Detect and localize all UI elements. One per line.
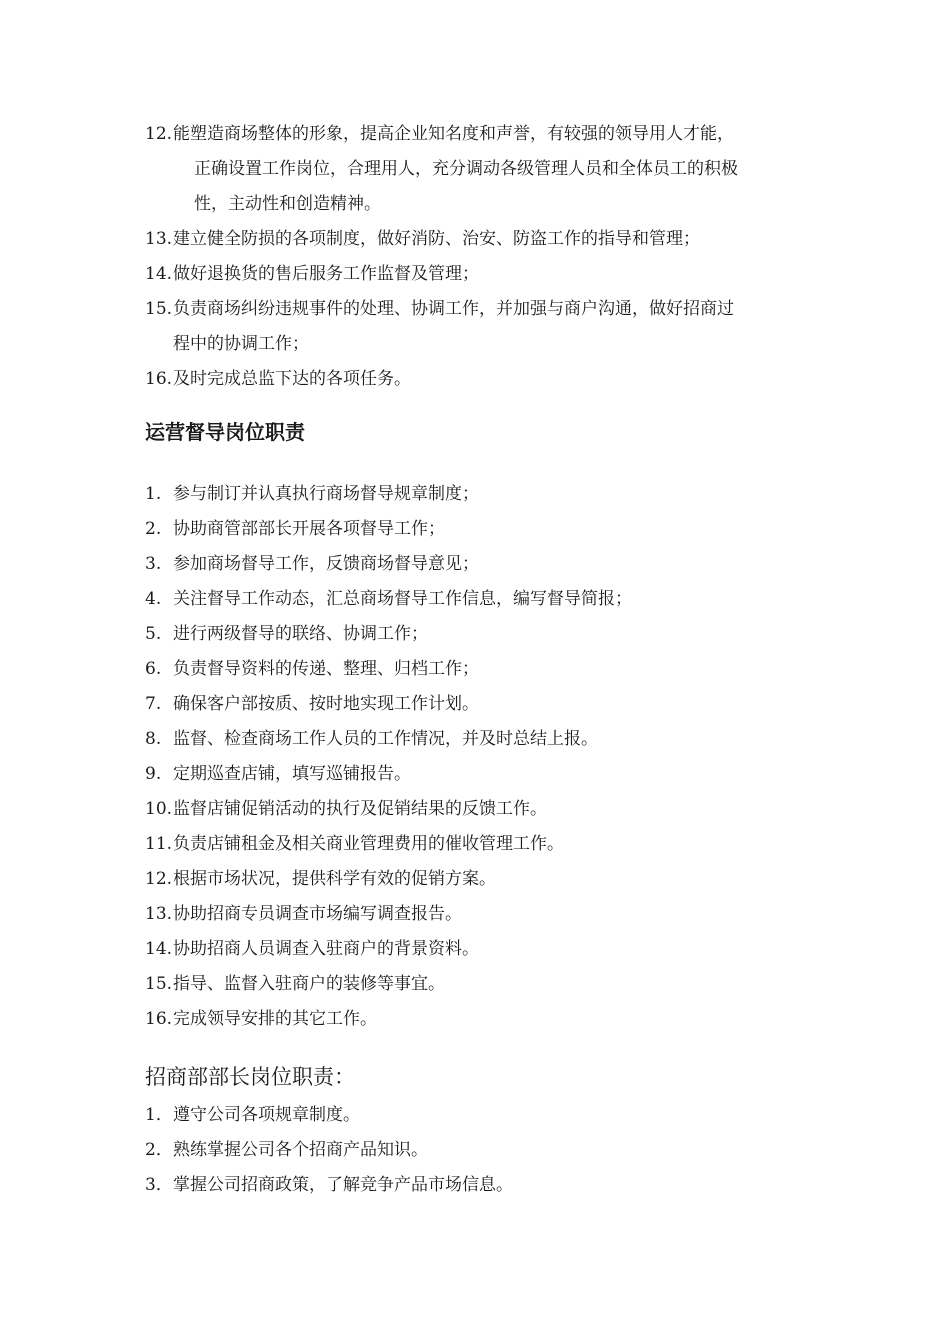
list-item — [145, 1002, 825, 1037]
item-number: 15. — [145, 974, 173, 994]
item-text: 定期巡查店铺，填写巡铺报告。 — [173, 764, 411, 784]
item-number: 3． — [145, 1175, 173, 1195]
item-text: 参与制订并认真执行商场督导规章制度； — [173, 484, 479, 504]
item-text-continued: 性，主动性和创造精神。 — [194, 194, 381, 214]
list-item — [145, 1168, 825, 1203]
item-text: 协助招商专员调查市场编写调查报告。 — [173, 904, 462, 924]
item-text: 熟练掌握公司各个招商产品知识。 — [173, 1140, 428, 1160]
list-item — [145, 792, 825, 827]
list-item — [145, 932, 825, 967]
item-number: 13. — [145, 904, 173, 924]
item-number: 12. — [145, 124, 173, 144]
item-number: 5. — [145, 624, 162, 644]
item-text: 进行两级督导的联络、协调工作； — [173, 624, 428, 644]
item-text: 监督店铺促销活动的执行及促销结果的反馈工作。 — [173, 799, 547, 819]
item-number: 13. — [145, 229, 173, 249]
list-item — [145, 967, 825, 1002]
item-number: 3. — [145, 554, 162, 574]
item-text: 关注督导工作动态，汇总商场督导工作信息，编写督导简报； — [173, 589, 632, 609]
item-text: 监督、检查商场工作人员的工作情况，并及时总结上报。 — [173, 729, 598, 749]
item-number: 4. — [145, 589, 162, 609]
item-text: 遵守公司各项规章制度。 — [173, 1105, 360, 1125]
section-heading: 招商部部长岗位职责： — [145, 1065, 355, 1089]
item-text: 负责店铺租金及相关商业管理费用的催收管理工作。 — [173, 834, 564, 854]
item-number: 1． — [145, 1105, 173, 1125]
list-item — [145, 1098, 825, 1133]
item-number: 16. — [145, 369, 173, 389]
item-text-continued: 正确设置工作岗位，合理用人，充分调动各级管理人员和全体员工的积极 — [194, 159, 738, 179]
list-item — [145, 512, 825, 547]
item-number: 12. — [145, 869, 173, 889]
item-text: 完成领导安排的其它工作。 — [173, 1009, 377, 1029]
item-text: 掌握公司招商政策，了解竞争产品市场信息。 — [173, 1175, 513, 1195]
list-item — [145, 547, 825, 582]
item-number: 2. — [145, 519, 162, 539]
item-number: 10. — [145, 799, 173, 819]
section3-list — [145, 1098, 825, 1203]
item-text-continued: 程中的协调工作； — [173, 334, 309, 354]
section1-list — [145, 117, 825, 397]
item-text: 做好退换货的售后服务工作监督及管理； — [173, 264, 479, 284]
item-text: 及时完成总监下达的各项任务。 — [173, 369, 411, 389]
list-item — [145, 652, 825, 687]
item-text: 负责商场纠纷违规事件的处理、协调工作，并加强与商户沟通，做好招商过 — [173, 299, 734, 319]
item-number: 11. — [145, 834, 173, 854]
item-text: 参加商场督导工作，反馈商场督导意见； — [173, 554, 479, 574]
item-number: 14. — [145, 264, 173, 284]
list-item — [145, 827, 825, 862]
item-number: 9. — [145, 764, 162, 784]
item-number: 2． — [145, 1140, 173, 1160]
item-text: 建立健全防损的各项制度，做好消防、治安、防盗工作的指导和管理； — [173, 229, 700, 249]
item-number: 7. — [145, 694, 162, 714]
item-text: 负责督导资料的传递、整理、归档工作； — [173, 659, 479, 679]
section-heading: 运营督导岗位职责 — [145, 420, 305, 444]
item-text: 确保客户部按质、按时地实现工作计划。 — [173, 694, 479, 714]
item-text: 根据市场状况，提供科学有效的促销方案。 — [173, 869, 496, 889]
item-number: 8. — [145, 729, 162, 749]
list-item — [145, 617, 825, 652]
list-item — [145, 757, 825, 792]
item-number: 16. — [145, 1009, 173, 1029]
item-number: 14. — [145, 939, 173, 959]
list-item — [145, 862, 825, 897]
list-item — [145, 687, 825, 722]
list-item — [145, 582, 825, 617]
list-item — [145, 362, 825, 397]
list-item — [145, 477, 825, 512]
item-text: 协助招商人员调查入驻商户的背景资料。 — [173, 939, 479, 959]
list-item — [145, 1133, 825, 1168]
item-text: 协助商管部部长开展各项督导工作； — [173, 519, 445, 539]
section2-list — [145, 477, 825, 1037]
list-item — [145, 222, 825, 257]
item-text: 能塑造商场整体的形象，提高企业知名度和声誉，有较强的领导用人才能， — [173, 124, 734, 144]
list-item — [145, 292, 825, 362]
item-number: 15. — [145, 299, 173, 319]
item-number: 1. — [145, 484, 162, 504]
list-item — [145, 257, 825, 292]
item-number: 6. — [145, 659, 162, 679]
list-item — [145, 897, 825, 932]
item-text: 指导、监督入驻商户的装修等事宜。 — [173, 974, 445, 994]
list-item — [145, 117, 825, 222]
list-item — [145, 722, 825, 757]
